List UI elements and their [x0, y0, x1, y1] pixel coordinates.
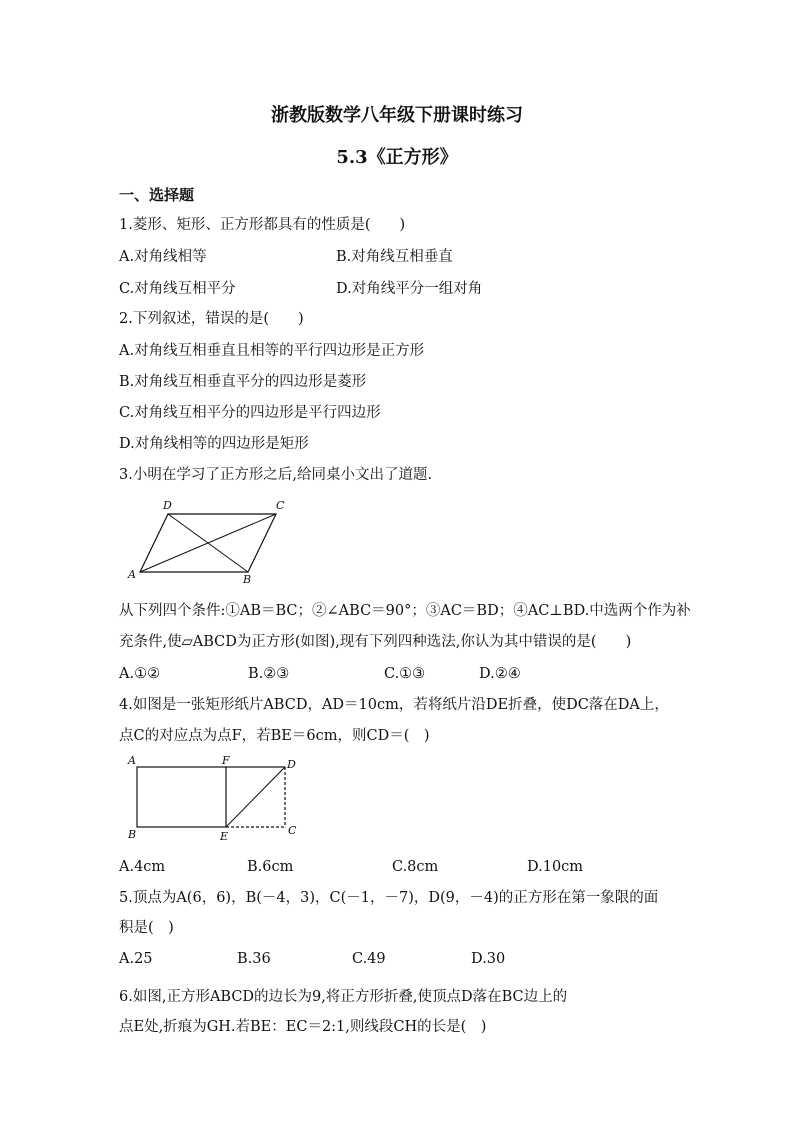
- q4-stem-line1: 4.如图是一张矩形纸片ABCD，AD＝10cm，若将纸片沿DE折叠，使DC落在DA上，: [119, 697, 669, 713]
- q4-label-a: A: [128, 754, 136, 767]
- q1-option-b: B.对角线互相垂直: [336, 249, 453, 265]
- q3-conditions-line2: 充条件,使▱ABCD为正方形(如图),现有下列四种选法,你认为其中错误的是( ): [119, 634, 632, 650]
- document-subtitle: 5.3《正方形》: [336, 147, 458, 168]
- q2-option-b: B.对角线互相垂直平分的四边形是菱形: [119, 374, 367, 390]
- q2-option-a: A.对角线互相垂直且相等的平行四边形是正方形: [119, 343, 425, 359]
- q3-label-b: B: [243, 573, 252, 586]
- q1-option-a: A.对角线相等: [119, 249, 207, 265]
- q5-stem-line2: 积是( ): [119, 920, 174, 936]
- q1-stem: 1.菱形、矩形、正方形都具有的性质是( ): [119, 217, 406, 233]
- q4-rectangle-figure: [124, 752, 304, 842]
- q3-label-a: A: [128, 568, 136, 581]
- q3-option-b: B.②③: [248, 666, 290, 682]
- q4-label-e: E: [220, 830, 229, 842]
- q4-label-b: B: [128, 828, 137, 841]
- section-heading: 一、选择题: [119, 186, 195, 204]
- q1-option-d: D.对角线平分一组对角: [336, 281, 483, 297]
- q5-option-d: D.30: [471, 951, 506, 967]
- q2-stem: 2.下列叙述，错误的是( ): [119, 311, 304, 327]
- q4-option-d: D.10cm: [527, 859, 584, 875]
- q5-option-c: C.49: [352, 951, 386, 967]
- q3-stem: 3.小明在学习了正方形之后,给同桌小文出了道题.: [119, 467, 433, 483]
- q3-label-d: D: [163, 499, 172, 512]
- q4-label-d: D: [287, 758, 296, 771]
- q4-label-f: F: [222, 754, 230, 767]
- q3-option-a: A.①②: [119, 666, 161, 682]
- q4-label-c: C: [288, 824, 297, 837]
- q2-option-d: D.对角线相等的四边形是矩形: [119, 436, 309, 452]
- q3-parallelogram-figure: [120, 495, 300, 587]
- q6-stem-line2: 点E处,折痕为GH.若BE：EC＝2:1,则线段CH的长是( ): [119, 1019, 487, 1035]
- document-title: 浙教版数学八年级下册课时练习: [271, 105, 523, 126]
- q1-option-c: C.对角线互相平分: [119, 281, 236, 297]
- q4-option-c: C.8cm: [392, 859, 439, 875]
- q3-conditions-line1: 从下列四个条件:①AB＝BC；②∠ABC＝90°；③AC＝BD；④AC⊥BD.中选两个作为补: [119, 603, 691, 619]
- q3-option-c: C.①③: [384, 666, 426, 682]
- q3-label-c: C: [276, 499, 285, 512]
- q4-option-b: B.6cm: [247, 859, 294, 875]
- q5-option-a: A.25: [119, 951, 153, 967]
- q4-option-a: A.4cm: [119, 859, 166, 875]
- q5-option-b: B.36: [237, 951, 271, 967]
- q3-option-d: D.②④: [479, 666, 521, 682]
- q6-stem-line1: 6.如图,正方形ABCD的边长为9,将正方形折叠,使顶点D落在BC边上的: [119, 989, 568, 1005]
- q2-option-c: C.对角线互相平分的四边形是平行四边形: [119, 405, 381, 421]
- q5-stem-line1: 5.顶点为A(6，6)，B(－4，3)，C(－1，－7)，D(9，－4)的正方形在第一象限的面: [119, 890, 659, 906]
- q4-stem-line2: 点C的对应点为点F，若BE＝6cm，则CD＝( ): [119, 728, 430, 744]
